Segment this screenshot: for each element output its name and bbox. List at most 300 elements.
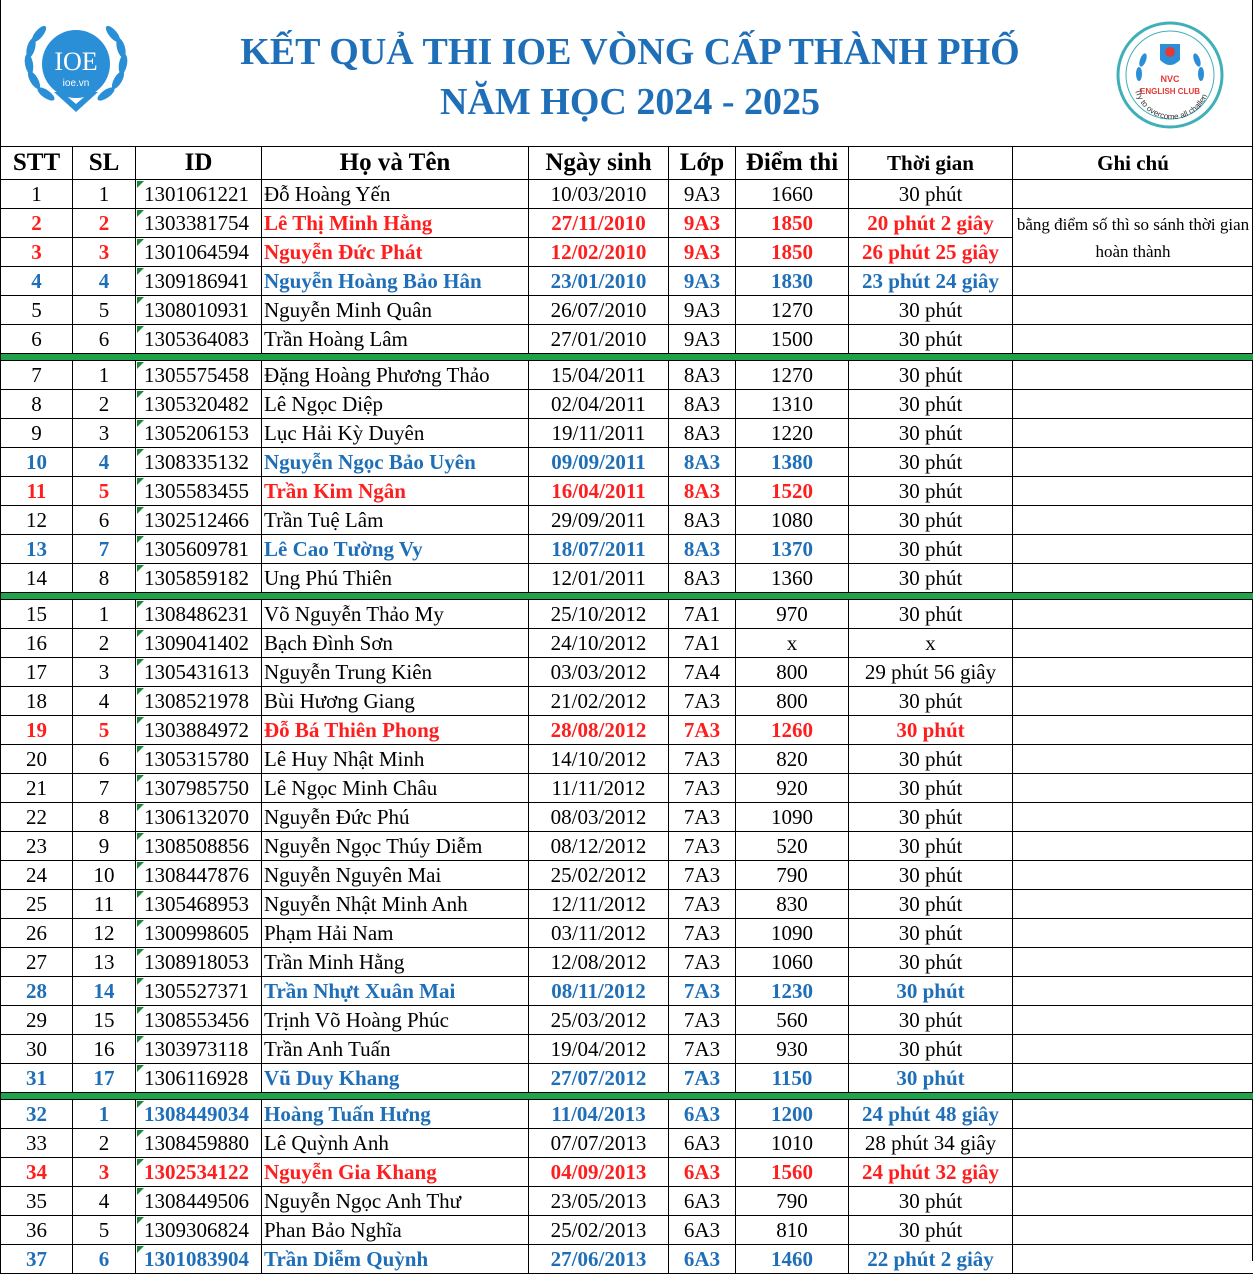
time-cell: 30 phút [849, 977, 1013, 1006]
sl-cell: 5 [73, 716, 136, 745]
sl-cell: 1 [73, 1100, 136, 1129]
dob-cell: 03/03/2012 [529, 658, 669, 687]
stt-cell: 32 [1, 1100, 73, 1129]
note-cell-empty [1013, 535, 1253, 564]
col-header-id: ID [136, 147, 262, 180]
time-cell: 30 phút [849, 716, 1013, 745]
time-cell: 30 phút [849, 1035, 1013, 1064]
sl-cell: 1 [73, 180, 136, 209]
group-separator-bar [1, 593, 1253, 600]
class-cell: 9A3 [669, 267, 736, 296]
dob-cell: 03/11/2012 [529, 919, 669, 948]
dob-cell: 25/03/2012 [529, 1006, 669, 1035]
score-cell: 790 [736, 1187, 849, 1216]
class-cell: 6A3 [669, 1158, 736, 1187]
col-header-stt: STT [1, 147, 73, 180]
id-cell: 1302534122 [136, 1158, 262, 1187]
table-row [1, 1006, 1253, 1035]
class-cell: 6A3 [669, 1187, 736, 1216]
sl-cell: 6 [73, 506, 136, 535]
time-cell: 30 phút [849, 832, 1013, 861]
id-cell: 1303884972 [136, 716, 262, 745]
table-row [1, 209, 1253, 238]
stt-cell: 22 [1, 803, 73, 832]
time-cell: 30 phút [849, 390, 1013, 419]
stt-cell: 29 [1, 1006, 73, 1035]
results-table [0, 146, 1253, 1274]
dob-cell: 12/02/2010 [529, 238, 669, 267]
table-row [1, 419, 1253, 448]
id-cell: 1303973118 [136, 1035, 262, 1064]
class-cell: 7A3 [669, 832, 736, 861]
table-row [1, 687, 1253, 716]
note-cell-empty [1013, 745, 1253, 774]
sl-cell: 13 [73, 948, 136, 977]
note-cell-empty [1013, 1187, 1253, 1216]
name-cell: Nguyễn Ngọc Anh Thư [262, 1187, 529, 1216]
score-cell: 800 [736, 687, 849, 716]
stt-cell: 26 [1, 919, 73, 948]
stt-cell: 9 [1, 419, 73, 448]
name-cell: Lê Quỳnh Anh [262, 1129, 529, 1158]
note-cell-empty [1013, 861, 1253, 890]
name-cell: Vũ Duy Khang [262, 1064, 529, 1093]
id-cell: 1305468953 [136, 890, 262, 919]
table-row [1, 1129, 1253, 1158]
stt-cell: 17 [1, 658, 73, 687]
name-cell: Phan Bảo Nghĩa [262, 1216, 529, 1245]
id-cell: 1305315780 [136, 745, 262, 774]
note-cell-empty [1013, 890, 1253, 919]
class-cell: 7A3 [669, 716, 736, 745]
name-cell: Nguyễn Minh Quân [262, 296, 529, 325]
id-cell: 1308447876 [136, 861, 262, 890]
name-cell: Bùi Hương Giang [262, 687, 529, 716]
id-cell: 1306132070 [136, 803, 262, 832]
table-row [1, 774, 1253, 803]
score-cell: 1220 [736, 419, 849, 448]
note-cell-empty [1013, 267, 1253, 296]
note-cell-empty [1013, 419, 1253, 448]
sl-cell: 7 [73, 535, 136, 564]
dob-cell: 26/07/2010 [529, 296, 669, 325]
note-cell: bằng điểm số thì so sánh thời gian hoàn thành [1013, 209, 1253, 267]
note-cell-empty [1013, 832, 1253, 861]
id-cell: 1305364083 [136, 325, 262, 354]
name-cell: Lê Huy Nhật Minh [262, 745, 529, 774]
class-cell: 7A3 [669, 774, 736, 803]
note-cell-empty [1013, 325, 1253, 354]
stt-cell: 6 [1, 325, 73, 354]
id-cell: 1308553456 [136, 1006, 262, 1035]
sl-cell: 3 [73, 419, 136, 448]
name-cell: Nguyễn Đức Phát [262, 238, 529, 267]
table-row [1, 861, 1253, 890]
id-cell: 1302512466 [136, 506, 262, 535]
stt-cell: 5 [1, 296, 73, 325]
time-cell: 30 phút [849, 600, 1013, 629]
sl-cell: 2 [73, 209, 136, 238]
score-cell: 1370 [736, 535, 849, 564]
time-cell: 30 phút [849, 419, 1013, 448]
id-cell: 1305527371 [136, 977, 262, 1006]
name-cell: Ung Phú Thiên [262, 564, 529, 593]
note-cell-empty [1013, 180, 1253, 209]
note-cell-empty [1013, 658, 1253, 687]
time-cell: 30 phút [849, 774, 1013, 803]
name-cell: Trịnh Võ Hoàng Phúc [262, 1006, 529, 1035]
name-cell: Trần Minh Hằng [262, 948, 529, 977]
group-separator [1, 593, 1253, 600]
table-row [1, 325, 1253, 354]
id-cell: 1308010931 [136, 296, 262, 325]
score-cell: 520 [736, 832, 849, 861]
score-cell: 1560 [736, 1158, 849, 1187]
score-cell: 1270 [736, 296, 849, 325]
dob-cell: 12/08/2012 [529, 948, 669, 977]
dob-cell: 15/04/2011 [529, 361, 669, 390]
nvc-logo-club-text: ENGLISH CLUB [1140, 87, 1200, 96]
time-cell: x [849, 629, 1013, 658]
class-cell: 7A3 [669, 687, 736, 716]
stt-cell: 33 [1, 1129, 73, 1158]
name-cell: Nguyễn Ngọc Bảo Uyên [262, 448, 529, 477]
sl-cell: 1 [73, 361, 136, 390]
class-cell: 9A3 [669, 296, 736, 325]
table-row [1, 1216, 1253, 1245]
time-cell: 23 phút 24 giây [849, 267, 1013, 296]
col-header-sl: SL [73, 147, 136, 180]
dob-cell: 10/03/2010 [529, 180, 669, 209]
dob-cell: 04/09/2013 [529, 1158, 669, 1187]
score-cell: 1090 [736, 803, 849, 832]
note-cell-empty [1013, 361, 1253, 390]
id-cell: 1301064594 [136, 238, 262, 267]
time-cell: 20 phút 2 giây [849, 209, 1013, 238]
name-cell: Trần Kim Ngân [262, 477, 529, 506]
sl-cell: 5 [73, 477, 136, 506]
name-cell: Nguyễn Nhật Minh Anh [262, 890, 529, 919]
name-cell: Nguyễn Hoàng Bảo Hân [262, 267, 529, 296]
dob-cell: 19/04/2012 [529, 1035, 669, 1064]
time-cell: 30 phút [849, 1187, 1013, 1216]
dob-cell: 07/07/2013 [529, 1129, 669, 1158]
table-row [1, 1187, 1253, 1216]
id-cell: 1308521978 [136, 687, 262, 716]
sl-cell: 5 [73, 1216, 136, 1245]
sl-cell: 5 [73, 296, 136, 325]
stt-cell: 13 [1, 535, 73, 564]
sl-cell: 14 [73, 977, 136, 1006]
score-cell: 920 [736, 774, 849, 803]
time-cell: 30 phút [849, 919, 1013, 948]
id-cell: 1308508856 [136, 832, 262, 861]
stt-cell: 8 [1, 390, 73, 419]
class-cell: 8A3 [669, 419, 736, 448]
score-cell: 1200 [736, 1100, 849, 1129]
stt-cell: 20 [1, 745, 73, 774]
table-row [1, 296, 1253, 325]
id-cell: 1308486231 [136, 600, 262, 629]
col-header-class: Lớp [669, 147, 736, 180]
group-separator-bar [1, 354, 1253, 361]
time-cell: 24 phút 48 giây [849, 1100, 1013, 1129]
dob-cell: 27/07/2012 [529, 1064, 669, 1093]
class-cell: 7A3 [669, 1006, 736, 1035]
sl-cell: 10 [73, 861, 136, 890]
nvc-english-club-logo [1115, 20, 1225, 130]
class-cell: 7A3 [669, 919, 736, 948]
table-row [1, 832, 1253, 861]
name-cell: Đỗ Hoàng Yến [262, 180, 529, 209]
sl-cell: 17 [73, 1064, 136, 1093]
dob-cell: 25/10/2012 [529, 600, 669, 629]
class-cell: 9A3 [669, 209, 736, 238]
table-row [1, 477, 1253, 506]
score-cell: 560 [736, 1006, 849, 1035]
time-cell: 30 phút [849, 861, 1013, 890]
ioe-logo [20, 18, 132, 118]
score-cell: 1360 [736, 564, 849, 593]
id-cell: 1308459880 [136, 1129, 262, 1158]
results-table-body [1, 180, 1253, 1274]
time-cell: 30 phút [849, 296, 1013, 325]
note-cell-empty [1013, 390, 1253, 419]
score-cell: 1380 [736, 448, 849, 477]
dob-cell: 19/11/2011 [529, 419, 669, 448]
sl-cell: 6 [73, 325, 136, 354]
class-cell: 7A3 [669, 890, 736, 919]
class-cell: 8A3 [669, 564, 736, 593]
sl-cell: 16 [73, 1035, 136, 1064]
score-cell: 930 [736, 1035, 849, 1064]
id-cell: 1309186941 [136, 267, 262, 296]
score-cell: 830 [736, 890, 849, 919]
time-cell: 30 phút [849, 890, 1013, 919]
stt-cell: 4 [1, 267, 73, 296]
stt-cell: 1 [1, 180, 73, 209]
name-cell: Hoàng Tuấn Hưng [262, 1100, 529, 1129]
sl-cell: 4 [73, 687, 136, 716]
class-cell: 6A3 [669, 1216, 736, 1245]
note-cell-empty [1013, 1006, 1253, 1035]
score-cell: 1660 [736, 180, 849, 209]
score-cell: 1850 [736, 209, 849, 238]
dob-cell: 27/11/2010 [529, 209, 669, 238]
stt-cell: 10 [1, 448, 73, 477]
table-row [1, 506, 1253, 535]
class-cell: 7A3 [669, 948, 736, 977]
score-cell: 1230 [736, 977, 849, 1006]
class-cell: 9A3 [669, 238, 736, 267]
name-cell: Phạm Hải Nam [262, 919, 529, 948]
table-row [1, 180, 1253, 209]
sl-cell: 6 [73, 745, 136, 774]
dob-cell: 16/04/2011 [529, 477, 669, 506]
time-cell: 30 phút [849, 948, 1013, 977]
score-cell: 1260 [736, 716, 849, 745]
stt-cell: 16 [1, 629, 73, 658]
dob-cell: 27/06/2013 [529, 1245, 669, 1274]
table-row [1, 600, 1253, 629]
table-row [1, 564, 1253, 593]
score-cell: 790 [736, 861, 849, 890]
score-cell: 820 [736, 745, 849, 774]
time-cell: 30 phút [849, 477, 1013, 506]
sl-cell: 3 [73, 1158, 136, 1187]
sl-cell: 8 [73, 803, 136, 832]
table-row [1, 390, 1253, 419]
table-row [1, 745, 1253, 774]
dob-cell: 08/03/2012 [529, 803, 669, 832]
time-cell: 30 phút [849, 506, 1013, 535]
name-cell: Đặng Hoàng Phương Thảo [262, 361, 529, 390]
time-cell: 30 phút [849, 325, 1013, 354]
class-cell: 6A3 [669, 1100, 736, 1129]
table-row [1, 803, 1253, 832]
table-header-row [1, 147, 1253, 180]
name-cell: Trần Tuệ Lâm [262, 506, 529, 535]
dob-cell: 28/08/2012 [529, 716, 669, 745]
table-row [1, 1035, 1253, 1064]
stt-cell: 19 [1, 716, 73, 745]
score-cell: 1520 [736, 477, 849, 506]
score-cell: 1010 [736, 1129, 849, 1158]
id-cell: 1301083904 [136, 1245, 262, 1274]
stt-cell: 23 [1, 832, 73, 861]
dob-cell: 11/04/2013 [529, 1100, 669, 1129]
note-cell-empty [1013, 1216, 1253, 1245]
stt-cell: 25 [1, 890, 73, 919]
name-cell: Trần Nhựt Xuân Mai [262, 977, 529, 1006]
dob-cell: 21/02/2012 [529, 687, 669, 716]
class-cell: 7A3 [669, 1035, 736, 1064]
dob-cell: 08/11/2012 [529, 977, 669, 1006]
note-cell-empty [1013, 448, 1253, 477]
sl-cell: 12 [73, 919, 136, 948]
time-cell: 30 phút [849, 361, 1013, 390]
name-cell: Nguyễn Ngọc Thúy Diễm [262, 832, 529, 861]
time-cell: 30 phút [849, 180, 1013, 209]
note-cell-empty [1013, 296, 1253, 325]
stt-cell: 21 [1, 774, 73, 803]
dob-cell: 12/11/2012 [529, 890, 669, 919]
time-cell: 22 phút 2 giây [849, 1245, 1013, 1274]
time-cell: 26 phút 25 giây [849, 238, 1013, 267]
note-cell-empty [1013, 1245, 1253, 1274]
note-cell-empty [1013, 1035, 1253, 1064]
table-row [1, 658, 1253, 687]
stt-cell: 31 [1, 1064, 73, 1093]
id-cell: 1301061221 [136, 180, 262, 209]
nvc-logo-motto: Try to overcome all challen [1115, 20, 1209, 121]
time-cell: 29 phút 56 giây [849, 658, 1013, 687]
table-row [1, 977, 1253, 1006]
class-cell: 8A3 [669, 535, 736, 564]
table-row [1, 1158, 1253, 1187]
stt-cell: 7 [1, 361, 73, 390]
col-header-time: Thời gian [849, 147, 1013, 180]
stt-cell: 15 [1, 600, 73, 629]
name-cell: Đỗ Bá Thiên Phong [262, 716, 529, 745]
class-cell: 7A3 [669, 977, 736, 1006]
note-cell-empty [1013, 1129, 1253, 1158]
dob-cell: 27/01/2010 [529, 325, 669, 354]
score-cell: 1310 [736, 390, 849, 419]
score-cell: 1150 [736, 1064, 849, 1093]
note-cell-empty [1013, 803, 1253, 832]
dob-cell: 09/09/2011 [529, 448, 669, 477]
class-cell: 6A3 [669, 1129, 736, 1158]
stt-cell: 37 [1, 1245, 73, 1274]
class-cell: 9A3 [669, 325, 736, 354]
name-cell: Nguyễn Trung Kiên [262, 658, 529, 687]
group-separator [1, 354, 1253, 361]
stt-cell: 28 [1, 977, 73, 1006]
time-cell: 30 phút [849, 564, 1013, 593]
id-cell: 1308449034 [136, 1100, 262, 1129]
name-cell: Nguyễn Nguyên Mai [262, 861, 529, 890]
name-cell: Nguyễn Gia Khang [262, 1158, 529, 1187]
stt-cell: 3 [1, 238, 73, 267]
stt-cell: 14 [1, 564, 73, 593]
col-header-dob: Ngày sinh [529, 147, 669, 180]
name-cell: Trần Hoàng Lâm [262, 325, 529, 354]
time-cell: 28 phút 34 giây [849, 1129, 1013, 1158]
note-cell-empty [1013, 506, 1253, 535]
dob-cell: 12/01/2011 [529, 564, 669, 593]
score-cell: x [736, 629, 849, 658]
time-cell: 30 phút [849, 803, 1013, 832]
id-cell: 1305320482 [136, 390, 262, 419]
time-cell: 30 phút [849, 1064, 1013, 1093]
note-cell-empty [1013, 716, 1253, 745]
class-cell: 7A4 [669, 658, 736, 687]
note-cell-empty [1013, 977, 1253, 1006]
stt-cell: 18 [1, 687, 73, 716]
class-cell: 8A3 [669, 506, 736, 535]
sl-cell: 4 [73, 1187, 136, 1216]
class-cell: 7A1 [669, 600, 736, 629]
table-row [1, 890, 1253, 919]
col-header-note: Ghi chú [1013, 147, 1253, 180]
dob-cell: 14/10/2012 [529, 745, 669, 774]
name-cell: Nguyễn Đức Phú [262, 803, 529, 832]
note-cell-empty [1013, 600, 1253, 629]
table-row [1, 919, 1253, 948]
note-cell-empty [1013, 948, 1253, 977]
id-cell: 1305206153 [136, 419, 262, 448]
name-cell: Trần Anh Tuấn [262, 1035, 529, 1064]
table-row [1, 1245, 1253, 1274]
note-cell-empty [1013, 629, 1253, 658]
sl-cell: 3 [73, 658, 136, 687]
class-cell: 6A3 [669, 1245, 736, 1274]
class-cell: 8A3 [669, 390, 736, 419]
score-cell: 1060 [736, 948, 849, 977]
stt-cell: 11 [1, 477, 73, 506]
stt-cell: 27 [1, 948, 73, 977]
stt-cell: 12 [1, 506, 73, 535]
table-row [1, 267, 1253, 296]
group-separator [1, 1093, 1253, 1100]
dob-cell: 25/02/2013 [529, 1216, 669, 1245]
stt-cell: 35 [1, 1187, 73, 1216]
page-subtitle: NĂM HỌC 2024 - 2025 [160, 80, 1100, 124]
class-cell: 7A3 [669, 803, 736, 832]
note-cell-empty [1013, 1100, 1253, 1129]
name-cell: Lê Ngọc Diệp [262, 390, 529, 419]
